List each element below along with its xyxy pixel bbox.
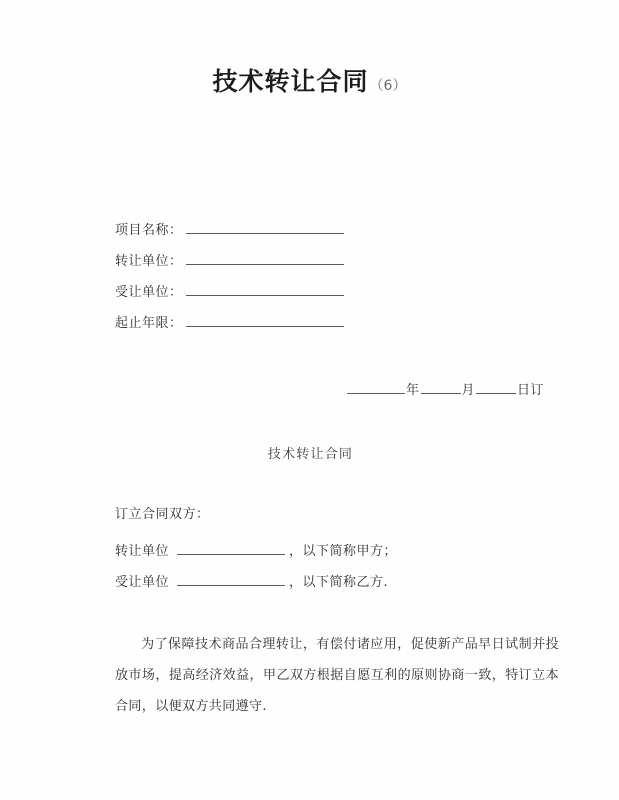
party-input-transferee[interactable] <box>177 574 285 586</box>
intro-paragraph <box>115 629 559 722</box>
form-input-duration[interactable] <box>186 315 344 327</box>
form-colon-project-name: ： <box>169 223 183 238</box>
form-input-transferee-unit[interactable] <box>186 284 344 296</box>
page-title <box>0 62 619 98</box>
page-title-main: 技术转让合同 <box>212 67 369 96</box>
date-input-month[interactable] <box>421 382 461 394</box>
date-unit-month: 月 <box>461 383 476 398</box>
party-suffix-transferor: ，以下简称甲方； <box>289 544 398 559</box>
form-colon-duration: ： <box>169 316 183 331</box>
form-fields <box>115 219 545 343</box>
party-label-transferee: 受让单位 <box>115 575 170 590</box>
form-label-project-name: 项目名称 <box>115 223 170 238</box>
form-row-transferee-unit <box>115 281 545 312</box>
party-suffix-transferee: ，以下简称乙方. <box>289 575 389 590</box>
date-unit-day: 日订 <box>517 383 545 398</box>
form-label-transferor-unit: 转让单位 <box>115 254 170 269</box>
date-input-day[interactable] <box>476 382 516 394</box>
page-title-suffix: （6） <box>369 78 407 94</box>
form-row-duration <box>115 312 545 343</box>
form-input-project-name[interactable] <box>186 222 344 234</box>
form-colon-transferor-unit: ： <box>169 254 183 269</box>
signing-date-line <box>347 379 545 398</box>
form-label-duration: 起止年限 <box>115 316 170 331</box>
date-input-year[interactable] <box>347 382 405 394</box>
party-row-transferor <box>115 540 565 571</box>
intro-paragraph-text: 为了保障技术商品合理转让，有偿付诸应用，促使新产品早日试制并投放市场，提高经济效益，甲乙双方根据自愿互利的原则协商一致，特订立本合同，以便双方共同遵守. <box>115 637 559 714</box>
form-label-transferee-unit: 受让单位 <box>115 285 170 300</box>
form-row-transferor-unit <box>115 250 545 281</box>
party-input-transferor[interactable] <box>177 543 285 555</box>
form-row-project-name <box>115 219 545 250</box>
parties-section <box>115 503 565 602</box>
section-subtitle: 技术转让合同 <box>267 447 354 462</box>
party-row-transferee <box>115 571 565 602</box>
form-input-transferor-unit[interactable] <box>186 253 344 265</box>
form-colon-transferee-unit: ： <box>169 285 183 300</box>
date-unit-year: 年 <box>406 383 420 398</box>
party-label-transferor: 转让单位 <box>115 544 170 559</box>
parties-heading: 订立合同双方： <box>115 507 210 522</box>
